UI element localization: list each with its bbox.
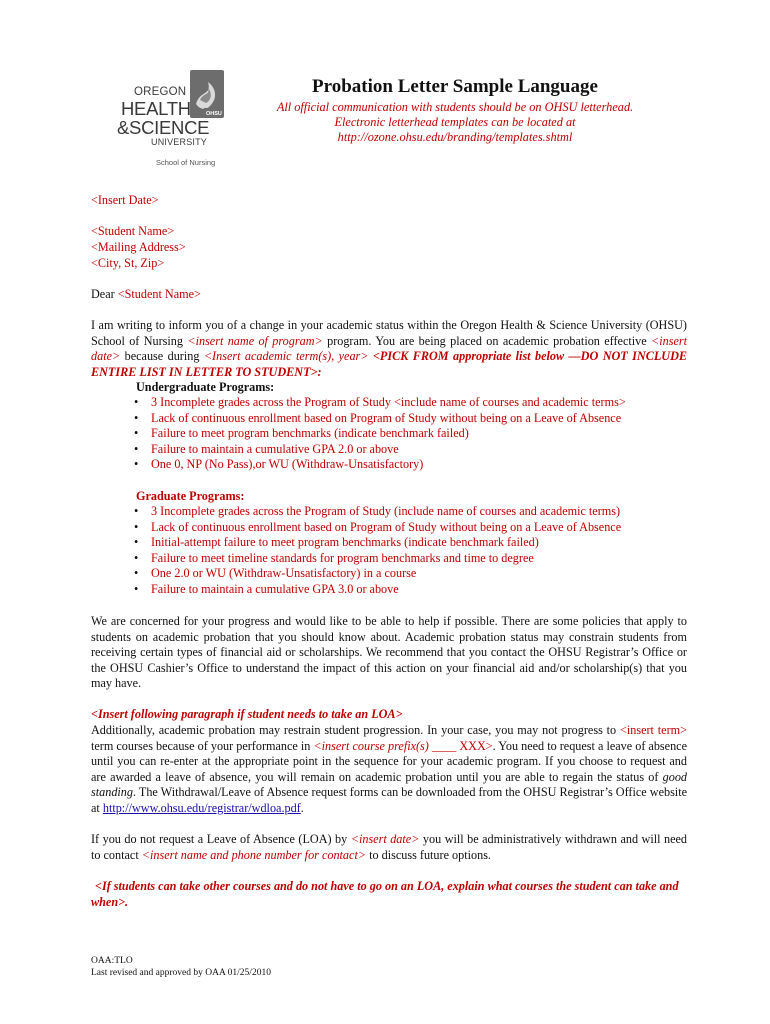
footer-code: OAA:TLO: [91, 956, 133, 966]
ohsu-emblem-icon: [190, 70, 224, 118]
wdloa-form-link[interactable]: http://www.ohsu.edu/registrar/wdloa.pdf: [102, 800, 301, 815]
page-title: Probation Letter Sample Language: [312, 76, 598, 97]
student-name: <Student Name>: [91, 224, 175, 238]
insert-academic-term: <Insert academic term(s), year>: [203, 349, 369, 364]
bullet-icon: •: [134, 410, 139, 425]
withdraw-text-2: you will be administratively withdrawn and will need to contact: [91, 832, 687, 862]
graduate-heading: Graduate Programs:: [136, 489, 245, 503]
undergrad-list: [134, 395, 626, 473]
other-courses-instruction: <If students can take other courses and do not have to go on an LOA, explain what courses the student can take and when>.: [91, 879, 679, 909]
list-item: • Failure to meet program benchmarks (indicate benchmark failed): [134, 426, 469, 440]
list-item: • Lack of continuous enrollment based on Program of Study without being on a Leave of Absence: [134, 410, 622, 425]
loa-text-3: . You need to request a leave of absence until you can re-enter at the appropriate point in the sequence for your academic program. If you choose to request and are awarded a leave of absence, you will remain on academic probation until you are able to regain the status of: [91, 738, 688, 784]
list-item: • Lack of continuous enrollment based on Program of Study without being on a Leave of Absence: [134, 519, 622, 534]
bullet-icon: •: [134, 581, 139, 596]
logo-school-of-nursing: School of Nursing: [156, 158, 216, 167]
list-item: • 3 Incomplete grades across the Program of Study (include name of courses and academic terms): [134, 504, 621, 518]
concern-paragraph: We are concerned for your progress and would like to be able to help if possible. There are some policies that apply to students on academic probation that you should know about. Academic probation status may constrain students from receiving certain types of financial aid or scholarships. We recommend that you contact the OHSU Registrar’s Office or the OHSU Cashier’s Office to understand the impact of this action on your financial aid and/or scholarship(s) that you may have.: [91, 614, 687, 691]
loa-text-4: . The Withdrawal/Leave of Absence request forms can be downloaded from the OHSU Registrar’s Office website at: [91, 785, 687, 815]
bullet-icon: •: [134, 457, 139, 471]
withdraw-text-3: to discuss future options.: [369, 847, 491, 862]
list-item: • Failure to maintain a cumulative GPA 2.0 or above: [134, 441, 399, 456]
intro-text-2: program. You are being placed on academic probation effective: [327, 333, 647, 348]
logo-university: UNIVERSITY: [151, 137, 208, 147]
bullet-icon: •: [134, 441, 139, 456]
insert-effective-date: <insert date>: [91, 333, 688, 364]
logo-health: HEALTH: [121, 98, 191, 119]
svg-text:OHSU: OHSU: [206, 111, 222, 117]
insert-date: <Insert Date>: [91, 193, 159, 207]
insert-contact: <insert name and phone number for contact>: [141, 847, 367, 862]
logo-science: &SCIENCE: [117, 117, 210, 138]
mailing-address: <Mailing Address>: [91, 240, 186, 254]
list-item: • Failure to maintain a cumulative GPA 3.0 or above: [134, 581, 399, 596]
graduate-list: [134, 504, 621, 597]
intro-text-1: I am writing to inform you of a change in your academic status within the Oregon Health & Science University (OHSU) School of Nursing: [91, 318, 687, 348]
list-item: • Failure to meet timeline standards for program benchmarks and time to degree: [134, 550, 534, 565]
greeting: [91, 287, 201, 303]
greeting-student-name: <Student Name>: [117, 287, 201, 301]
footer: [91, 955, 271, 979]
footer-revision: Last revised and approved by OAA 01/25/2010: [91, 968, 271, 978]
list-item: • 3 Incomplete grades across the Program of Study <include name of courses and academic terms>: [134, 395, 626, 409]
pick-list-instruction: <PICK FROM appropriate list below —DO NOT INCLUDE ENTIRE LIST IN LETTER TO STUDENT>:: [91, 349, 687, 379]
greeting-dear: Dear: [91, 287, 115, 301]
bullet-icon: •: [134, 519, 139, 534]
good-standing: good standing: [91, 769, 688, 800]
withdraw-paragraph: [91, 832, 687, 863]
loa-text-2: term courses because of your performance in: [91, 738, 311, 753]
loa-text-5: .: [300, 800, 304, 815]
ohsu-logo: [112, 70, 232, 170]
bullet-icon: •: [134, 504, 139, 518]
course-number-placeholder: XXX>: [459, 738, 493, 753]
bullet-icon: •: [134, 426, 139, 440]
insert-loa-date: <insert date>: [350, 832, 420, 846]
course-blank: ____: [431, 738, 457, 753]
letterhead-note-line-2: Electronic letterhead templates can be located at: [334, 115, 576, 129]
loa-text-1: Additionally, academic probation may restrain student progression. In your case, you may not progress to: [91, 723, 617, 737]
list-item: • One 2.0 or WU (Withdraw-Unsatisfactory) in a course: [134, 566, 417, 580]
insert-course-prefix: <insert course prefix(s): [313, 738, 429, 753]
loa-paragraph: [91, 723, 687, 817]
bullet-icon: •: [134, 395, 139, 409]
intro-text-3: because during: [124, 349, 200, 364]
loa-instruction: <Insert following paragraph if student needs to take an LOA>: [91, 707, 403, 721]
bullet-icon: •: [134, 535, 139, 549]
letterhead-note-url: http://ozone.ohsu.edu/branding/templates.shtml: [337, 130, 573, 144]
withdraw-text-1: If you do not request a Leave of Absence (LOA) by: [91, 832, 348, 846]
insert-term: <insert term>: [619, 723, 687, 737]
city-state-zip: <City, St, Zip>: [91, 256, 165, 270]
bullet-icon: •: [134, 566, 139, 580]
list-item: • One 0, NP (No Pass),or WU (Withdraw-Unsatisfactory): [134, 457, 424, 471]
letterhead-note: [250, 100, 660, 145]
intro-paragraph: [91, 318, 687, 380]
letterhead-note-line-1: All official communication with students should be on OHSU letterhead.: [276, 100, 634, 114]
logo-oregon: OREGON: [134, 86, 187, 98]
undergrad-heading: Undergraduate Programs:: [136, 380, 275, 394]
list-item: • Initial-attempt failure to meet program benchmarks (indicate benchmark failed): [134, 535, 539, 549]
insert-program: <insert name of program>: [187, 333, 323, 348]
bullet-icon: •: [134, 550, 139, 565]
